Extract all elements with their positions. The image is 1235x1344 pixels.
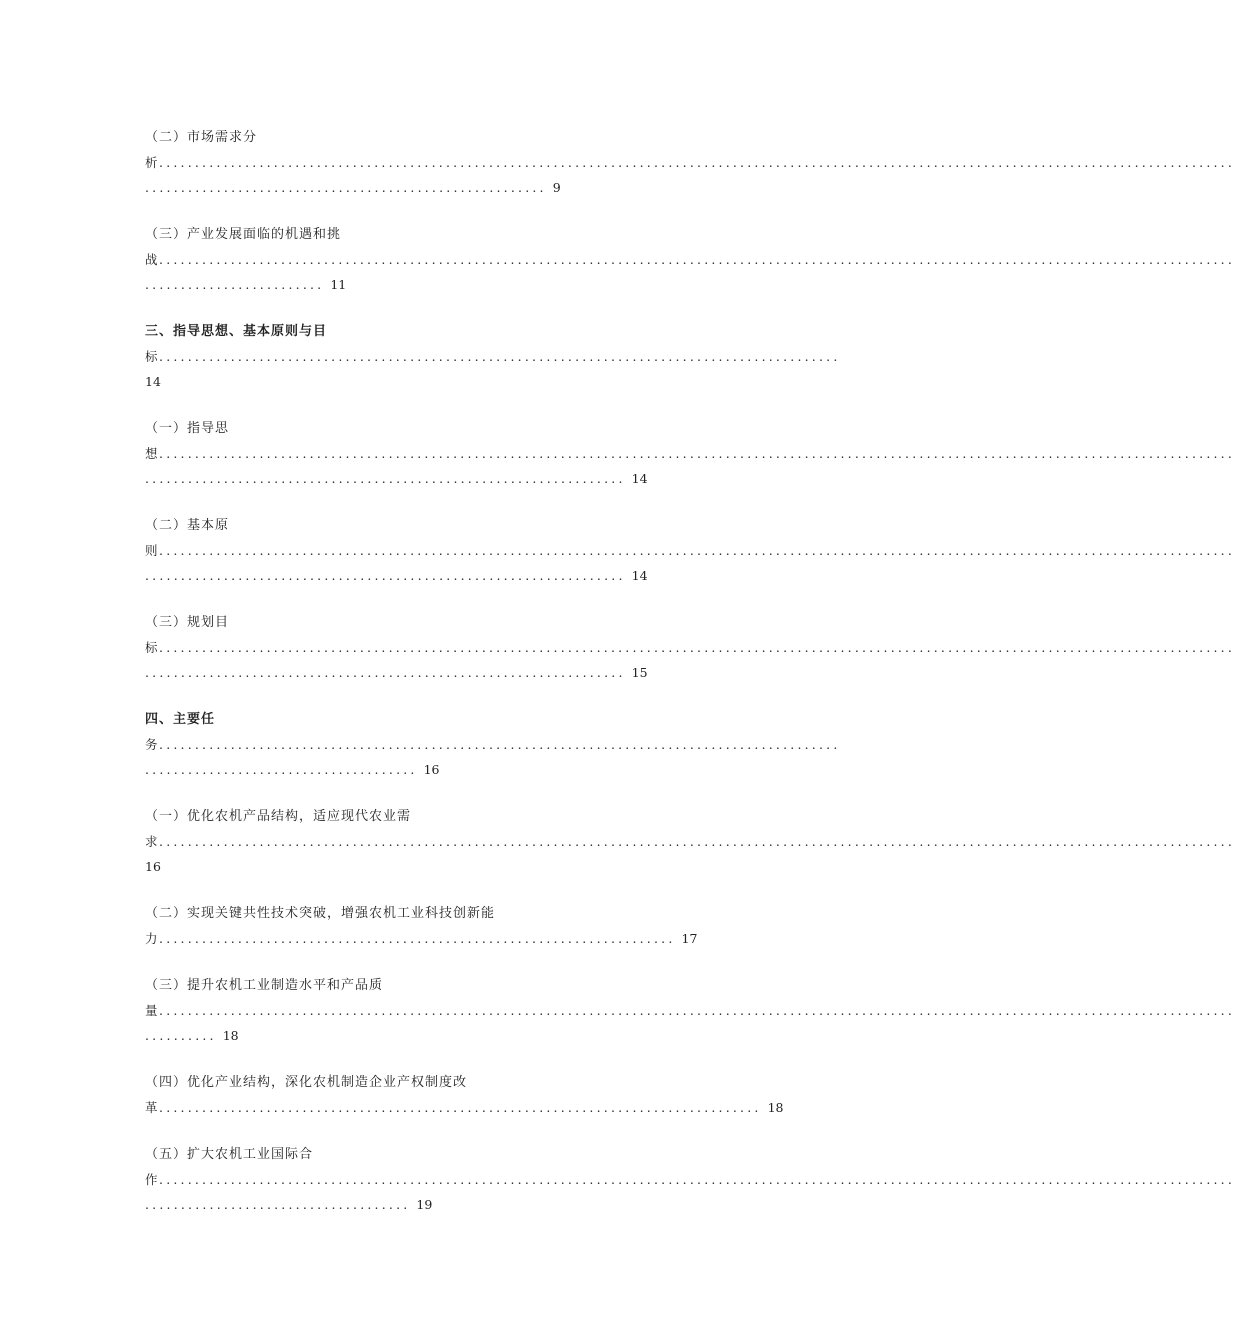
dot-leader: ...................................................................................................................................................... xyxy=(159,446,1235,461)
dot-leader: ...................................... xyxy=(145,762,418,777)
toc-entry-page: 14 xyxy=(631,471,648,486)
toc-entry-title: （四）优化产业结构，深化农机制造企业产权制度改 xyxy=(145,1075,468,1090)
toc-entry-page: 16 xyxy=(423,762,440,777)
toc-entry-title: 四、主要任 xyxy=(145,712,216,727)
toc-entry-continuation: 析 xyxy=(145,155,160,170)
toc-entry-continuation: 标 xyxy=(145,349,160,364)
toc-entry-title: 三、指导思想、基本原则与目 xyxy=(145,324,328,339)
dot-leader: ............................................................................................... xyxy=(159,349,841,364)
toc-entry-title: （三）产业发展面临的机遇和挑 xyxy=(145,227,342,242)
toc-entry-continuation: 标 xyxy=(145,640,160,655)
dot-leader: ...................................................................................................................................................... xyxy=(159,155,1235,170)
toc-entry-continuation: 战 xyxy=(145,252,160,267)
toc-entry-title: （三）规划目 xyxy=(145,615,230,630)
dot-leader: ................................................................... xyxy=(145,471,626,486)
dot-leader: ......................... xyxy=(145,277,325,292)
dot-leader: ................................................................... xyxy=(145,568,626,583)
toc-entry-page: 15 xyxy=(631,665,648,680)
toc-entry-title: （一）指导思 xyxy=(145,421,230,436)
dot-leader: .......... xyxy=(145,1028,217,1043)
toc-entry-page: 14 xyxy=(145,374,161,389)
dot-leader: ...................................................................................................................................................... xyxy=(159,640,1235,655)
toc-entry-page: 17 xyxy=(681,931,698,946)
dot-leader: ...................................................................................................................................................... xyxy=(159,543,1235,558)
toc-entry-title: （一）优化农机产品结构，适应现代农业需 xyxy=(145,809,412,824)
toc-entry-title: （五）扩大农机工业国际合 xyxy=(145,1147,314,1162)
toc-entry-continuation: 务 xyxy=(145,737,160,752)
toc-entry-page: 16 xyxy=(145,859,161,874)
dot-leader: ............................................................................................... xyxy=(159,737,841,752)
toc-entry-continuation: 想 xyxy=(145,446,160,461)
toc-entry-page: 9 xyxy=(552,180,561,195)
dot-leader: ................................................................... xyxy=(145,665,626,680)
toc-entry-title: （二）基本原 xyxy=(145,518,230,533)
toc-entry-page: 18 xyxy=(767,1100,784,1115)
toc-entry-continuation: 量 xyxy=(145,1003,160,1018)
dot-leader: ...................................................................................................................................................... xyxy=(159,252,1235,267)
toc-entry-page: 19 xyxy=(416,1197,433,1212)
toc-entry-continuation: 作 xyxy=(145,1172,160,1187)
toc-entry-page: 11 xyxy=(330,277,347,292)
toc-entry-title: （二）市场需求分 xyxy=(145,130,258,145)
dot-leader: ........................................................ xyxy=(145,180,547,195)
toc-entry-continuation: 革 xyxy=(145,1100,160,1115)
dot-leader: ..................................... xyxy=(145,1197,411,1212)
toc-entry-page: 14 xyxy=(631,568,648,583)
dot-leader: ...................................................................................................................................................... xyxy=(159,834,1235,849)
toc-entry-title: （二）实现关键共性技术突破，增强农机工业科技创新能 xyxy=(145,906,496,921)
dot-leader: ...................................................................................................................................................... xyxy=(159,1172,1235,1187)
toc-entry-continuation: 则 xyxy=(145,543,160,558)
toc-entry-continuation: 力 xyxy=(145,931,160,946)
toc-entry-continuation: 求 xyxy=(145,834,160,849)
toc-entry-title: （三）提升农机工业制造水平和产品质 xyxy=(145,978,384,993)
dot-leader: ........................................................................ xyxy=(159,931,676,946)
dot-leader: .................................................................................... xyxy=(159,1100,762,1115)
toc-entry-page: 18 xyxy=(222,1028,239,1043)
dot-leader: ...................................................................................................................................................... xyxy=(159,1003,1235,1018)
